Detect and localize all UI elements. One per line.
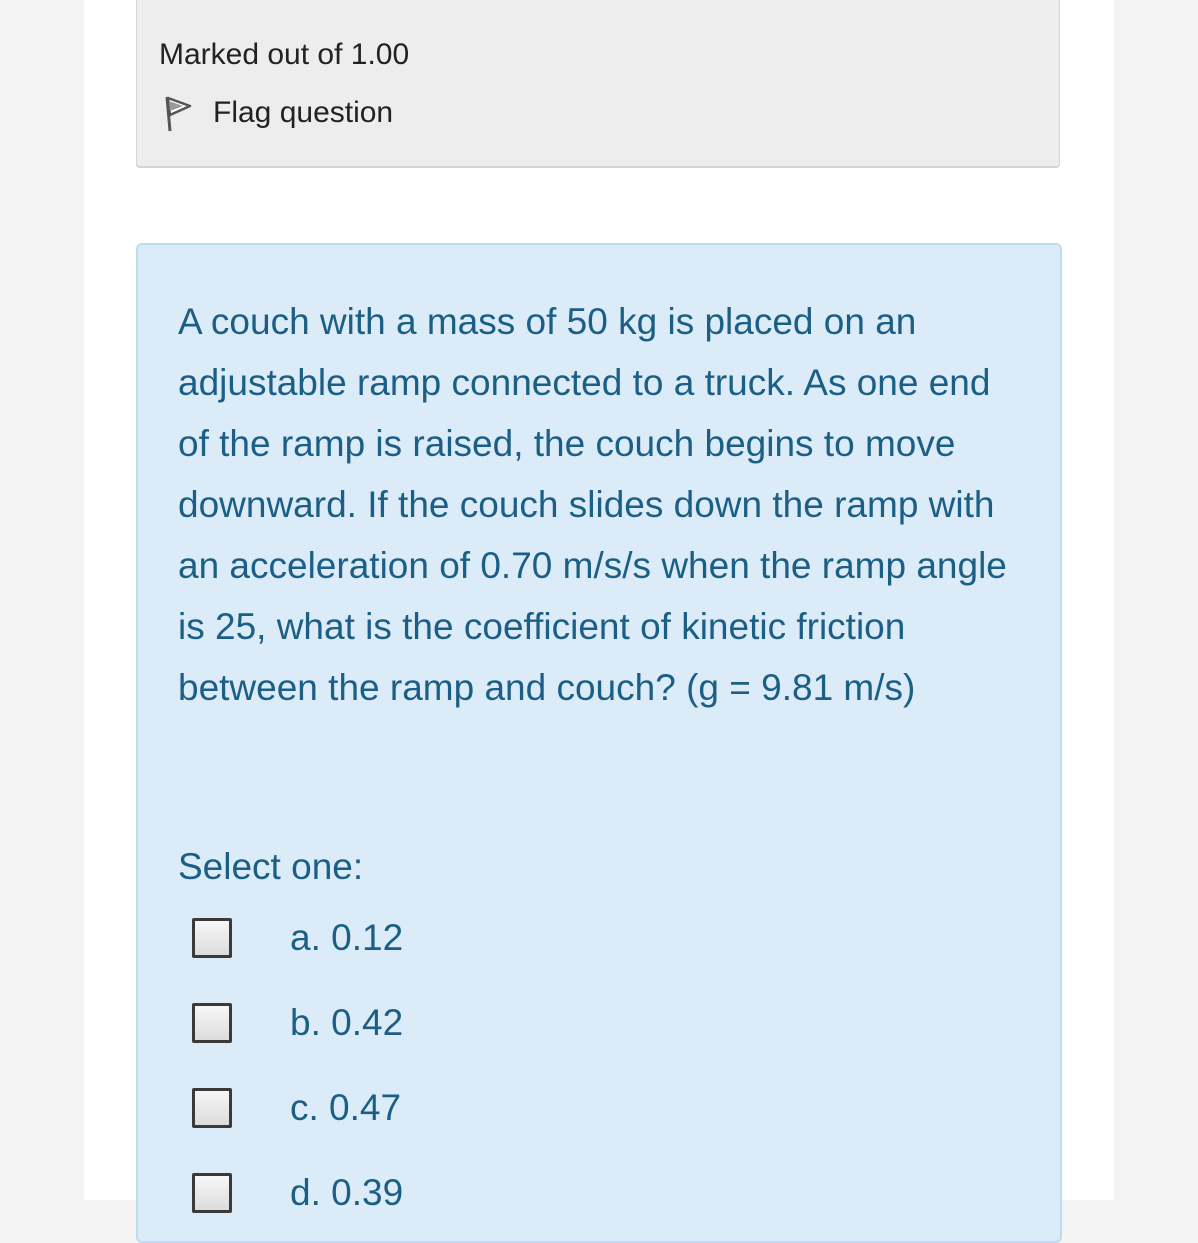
answer-checkbox-a[interactable] (192, 918, 232, 958)
answer-label-a[interactable]: a. 0.12 (290, 917, 404, 958)
flag-question-label[interactable]: Flag question (213, 96, 394, 129)
question-panel (136, 243, 1062, 1243)
answer-label-b[interactable]: b. 0.42 (290, 1002, 404, 1043)
answer-label-d[interactable]: d. 0.39 (290, 1172, 404, 1213)
answer-label-c[interactable]: c. 0.47 (290, 1087, 402, 1128)
answer-option-c[interactable] (192, 1085, 401, 1131)
answer-checkbox-b[interactable] (192, 1003, 232, 1043)
flag-icon (161, 93, 195, 133)
quiz-page (84, 0, 1114, 1213)
answer-checkbox-d[interactable] (192, 1173, 232, 1213)
select-one-label: Select one: (178, 846, 364, 887)
answer-option-b[interactable] (192, 1000, 403, 1046)
answer-option-d[interactable] (192, 1170, 403, 1216)
answer-checkbox-c[interactable] (192, 1088, 232, 1128)
question-text: A couch with a mass of 50 kg is placed on an adjustable ramp connected to a truck. As one end of the ramp is raised, the couch begins to move downward. If the couch slides down the ramp with an acceleration of 0.70 m/s/s when the ramp angle is 25, what is the coefficient of kinetic friction between the ramp and couch? (g = 9.81 m/s) (178, 301, 1007, 708)
answer-option-a[interactable] (192, 915, 403, 961)
flag-question-link[interactable] (161, 93, 393, 133)
marks-label: Marked out of 1.00 (159, 38, 410, 71)
question-info-panel (136, 0, 1060, 168)
